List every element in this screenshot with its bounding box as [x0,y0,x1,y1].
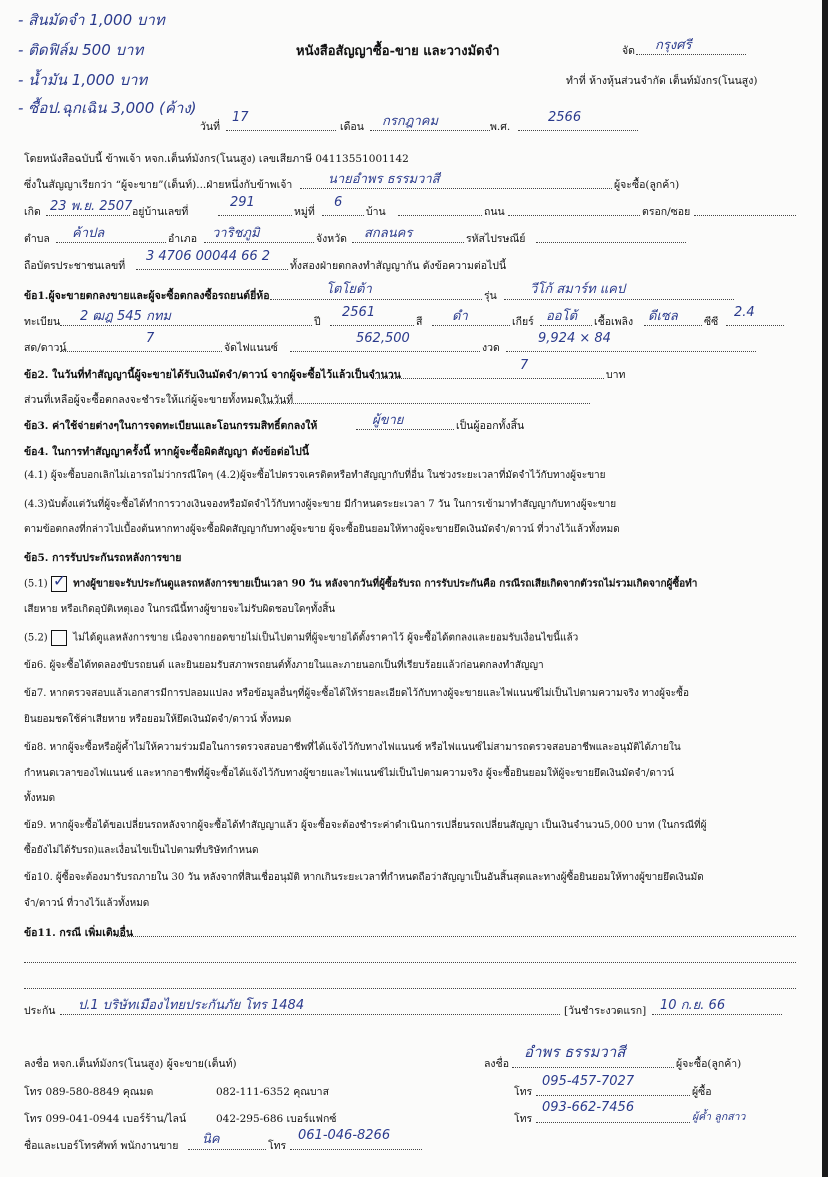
baht-label: บาท [606,369,626,381]
year-label: พ.ศ. [490,121,511,133]
road-label: ถนน [484,206,505,218]
clause10b: จำ/ดาวน์ ที่วางไว้แล้วทั้งหมด [24,898,150,909]
clause9b: ซื้อยังไม่ได้รับรถ)และเงื่อนไขเป็นไปตามที่บริษัทกำหนด [24,845,259,856]
id-card-label: ถือบัตรประชาชนเลขที่ [24,260,126,272]
tambon-value: ค้าปล [72,226,105,241]
phone-4: 042-295-686 เบอร์แฟกซ์ [216,1113,337,1125]
clause3-value: ผู้ขาย [372,413,404,428]
buyer-label: ซึ่งในสัญญาเรียกว่า “ผู้จะขาย”(เต็นท์)...ฝ่ายหนึ่งกับข้าพเจ้า [24,179,293,191]
day-label: วันที่ [200,121,220,133]
plate-value: 2 ฒฎ 545 กทม [80,309,171,324]
scan-edge [822,0,828,1177]
first-due-label: [วันชำระงวดแรก] [564,1005,647,1017]
fuel-label: เชื้อเพลิง [594,316,634,328]
year-value: 2566 [548,110,582,125]
warranty-checkbox-1[interactable] [51,571,67,592]
clause8c: ทั้งหมด [24,793,56,804]
salesperson-tel: 061-046-8266 [298,1128,391,1143]
house-no-value: 291 [230,195,255,210]
born-label: เกิด [24,206,41,218]
year-model-value: 2561 [342,305,376,320]
buyer-sign-label: ลงชื่อ [484,1058,509,1070]
buyer-tel-owner-1: ผู้ซื้อ [692,1086,712,1098]
gear-value: ออโต้ [546,309,578,324]
clause2-label: ข้อ2. ในวันที่ทำสัญญานี้ผู้จะขายได้รับเงินมัดจำ/ดาวน์ จากผู้จะซื้อไว้แล้วเป็นจำนวน [24,369,401,381]
deposit-value: 7 [520,358,529,373]
clause5-1 [24,571,698,592]
tambon-label: ตำบล [24,233,50,245]
clause7b: ยินยอมชดใช้ค่าเสียหาย หรือยอมให้ยึดเงินมัดจำ/ดาวน์ ทั้งหมด [24,714,292,725]
buyer-signature: อำพร ธรรมวาสี [524,1043,626,1061]
note-2: - ติดฟิล์ม 500 บาท [18,41,144,59]
cc-label: ซีซี [704,316,719,328]
clause3-suffix: เป็นผู้ออกทั้งสิ้น [456,420,525,432]
clause5-1-text: ทางผู้ขายจะรับประกันดูแลรถหลังการขายเป็นเวลา 90 วัน หลังจากวันที่ผู้ซื้อรับรถ การรับประกันคือ กรณีรถเสียเกิดจากตัวรถไม่รวมเกิดจากผู้ซื้อทำ [73,578,698,590]
made-at-value: กรุงศรี [655,38,692,53]
village-label: บ้าน [366,206,386,218]
id-card-suffix: ทั้งสองฝ่ายตกลงทำสัญญากัน ดังข้อความต่อไปนี้ [290,260,507,272]
clause1-label: ข้อ1.ผู้จะขายตกลงขายและผู้จะซื้อตกลงซื้อรถยนต์ยี่ห้อ [24,290,270,302]
clause5-label: ข้อ5. การรับประกันรถหลังการขาย [24,552,182,564]
car-model: วีโก้ สมาร์ท แคป [530,282,626,297]
color-label: สี [416,316,423,328]
clause4-1: (4.1) ผู้จะซื้อบอกเลิกไม่เอารถไม่ว่ากรณีใดๆ (4.2)ผู้จะซื้อไปตรวจเครดิตหรือทำสัญญากับที่อื่น ในช่วงระยะเวลาที่มัดจำไว้กับทางผู้จะขาย [24,470,606,481]
buyer-sign-suffix: ผู้จะซื้อ(ลูกค้า) [676,1058,742,1070]
clause5-2-text: ไม่ได้ดูแลหลังการขาย เนื่องจากยอดขายไม่เป็นไปตามที่ผู้จะขายได้ตั้งราคาไว้ ผู้จะซื้อได้ตกลงและยอมรับเงื่อนไขนี้แล้ว [73,632,579,644]
house-no-label: อยู่บ้านเลขที่ [132,206,189,218]
clause3-label: ข้อ3. ค่าใช้จ่ายต่างๆในการจดทะเบียนและโอนกรรมสิทธิ์ตกลงให้ [24,420,318,432]
clause4-3b: ตามข้อตกลงที่กล่าวไปเบื้องต้นหากทางผู้จะซื้อผิดสัญญากับทางผู้จะขาย ผู้จะซื้อยินยอมให้ทางผู้จะขายยึดเงินมัดจำ/ดาวน์ ที่วางไว้แล้วทั้งหมด [24,524,620,535]
check-mark-icon: ✓ [52,571,67,590]
soi-label: ตรอก/ซอย [642,206,691,218]
fuel-value: ดีเซล [648,309,678,324]
note-3: - น้ำมัน 1,000 บาท [18,71,148,89]
clause4-3a: (4.3)นับตั้งแต่วันที่ผู้จะซื้อได้ทำการวางเงินจองหรือมัดจำไว้กับทางผู้จะขาย มีกำหนดระยะเวลา 7 วัน ในการเข้ามาทำสัญญากับทางผู้จะขาย [24,499,617,510]
down-value: 7 [146,331,155,346]
first-due-value: 10 ก.ย. 66 [660,998,726,1013]
document-title: หนังสือสัญญาซื้อ-ขาย และวางมัดจำ [296,44,500,59]
warranty-checkbox-2[interactable] [51,630,67,646]
remaining-label: ส่วนที่เหลือผู้จะซื้อตกลงจะชำระให้แก่ผู้จะขายทั้งหมดในวันที่ [24,394,294,406]
clause8a: ข้อ8. หากผู้จะซื้อหรือผู้ค้ำไม่ให้ความร่วมมือในการตรวจสอบอาชีพที่ได้แจ้งไว้กับทางไฟแนนซ์ หรือไฟแนนซ์ไม่สามารถตรวจสอบอาชีพและอนุมัติได้ภายใน [24,742,681,753]
intro-line: โดยหนังสือฉบับนี้ ข้าพเจ้า หจก.เต็นท์มังกร(โนนสูง) เลขเสียภาษี 04113551001142 [24,153,409,165]
model-label: รุ่น [484,290,497,302]
id-card-value: 3 4706 00044 66 2 [146,249,271,264]
amphoe-label: อำเภอ [168,233,198,245]
insurance-label: ประกัน [24,1005,56,1017]
salesperson-name: นิค [202,1132,220,1147]
clause5-2-num: (5.2) [24,632,48,644]
buyer-tel-2: 093-662-7456 [542,1100,635,1115]
clause7a: ข้อ7. หากตรวจสอบแล้วเอกสารมีการปลอมแปลง หรือข้อมูลอื่นๆที่ผู้จะซื้อได้ให้รายละเอียดไว้กับทางผู้จะขายและไฟแนนซ์ไม่เป็นไปตามความจริง ทางผู้จะซื้อ [24,688,689,699]
province-value: สกลนคร [364,226,413,241]
buyer-tel-1: 095-457-7027 [542,1074,635,1089]
salesperson-label: ชื่อและเบอร์โทรศัพท์ พนักงานขาย [24,1140,179,1152]
buyer-tel-label-2: โทร [514,1113,533,1125]
postcode-label: รหัสไปรษณีย์ [466,233,526,245]
clause5-2 [24,630,578,646]
year-model-label: ปี [314,316,321,328]
buyer-suffix: ผู้จะซื้อ(ลูกค้า) [614,179,680,191]
clause5-1-num: (5.1) [24,578,48,590]
buyer-tel-label-1: โทร [514,1086,533,1098]
finance-label: จัดไฟแนนซ์ [224,342,278,354]
phone-3: โทร 099-041-0944 เบอร์ร้าน/ไลน์ [24,1113,187,1125]
seller-sign: ลงชื่อ หจก.เต็นท์มังกร(โนนสูง) ผู้จะขาย(เต็นท์) [24,1058,237,1070]
plate-label: ทะเบียน [24,316,61,328]
moo-label: หมู่ที่ [294,206,315,218]
month-label: เดือน [340,121,364,133]
buyer-name: นายอำพร ธรรมวาสี [328,172,440,187]
clause8b: กำหนดเวลาของไฟแนนซ์ และหากอาชีพที่ผู้จะซื้อได้แจ้งไว้กับทางผู้ขายและไฟแนนซ์ไม่เป็นไปตามความจริง ผู้จะซื้อยินยอมให้ผู้จะขายยึดเงินมัดจำ/ดาวน์ [24,768,674,779]
note-1: - สินมัดจำ 1,000 บาท [18,11,165,29]
down-label: สด/ดาวน์ [24,342,67,354]
installment-value: 9,924 × 84 [538,331,611,346]
note-4: - ซื้อป.ฉุกเฉิน 3,000 (ค้าง) [18,99,197,117]
day-value: 17 [232,110,249,125]
color-value: ดำ [452,309,468,324]
clause10a: ข้อ10. ผู้ซื้อจะต้องมารับรถภายใน 30 วัน หลังจากที่สินเชื่ออนุมัติ หากเกินระยะเวลาที่กำหนดถือว่าสัญญาเป็นอันสิ้นสุดและทางผู้ซื้อยินยอมให้ทางผู้ขายยึดเงินมัด [24,872,704,883]
insurance-value: ป.1 บริษัทเมืองไทยประกันภัย โทร 1484 [78,998,305,1013]
made-at-label: จัด [622,45,635,57]
clause4-label: ข้อ4. ในการทำสัญญาครั้งนี้ หากผู้จะซื้อผิดสัญญา ดังข้อต่อไปนี้ [24,446,309,458]
clause5-1b: เสียหาย หรือเกิดอุบัติเหตุเอง ในกรณีนี้ทางผู้ขายจะไม่รับผิดชอบใดๆทั้งสิ้น [24,604,336,615]
car-brand: โตโยต้า [326,282,372,297]
amphoe-value: วาริชภูมิ [212,226,260,241]
province-label: จังหวัด [316,233,347,245]
born-value: 23 พ.ย. 2507 [50,199,133,214]
finance-value: 562,500 [356,331,410,346]
gear-label: เกียร์ [512,316,534,328]
buyer-tel-owner-2: ผู้ค้ำ ลูกสาว [692,1111,746,1123]
clause11-label: ข้อ11. กรณี เพิ่มเติมอื่น [24,927,134,939]
salesperson-tel-label: โทร [268,1140,287,1152]
moo-value: 6 [334,195,343,210]
month-value: กรกฎาคม [382,114,439,129]
installment-label: งวด [482,342,500,354]
clause9a: ข้อ9. หากผู้จะซื้อได้ขอเปลี่ยนรถหลังจากผู้จะซื้อได้ทำสัญญาแล้ว ผู้จะซื้อจะต้องชำระค่าดำเนินการเปลี่ยนรถเปลี่ยนสัญญา เป็นเงินจำนวน5,000 บาท (ในกรณีที่ผู้ [24,820,707,831]
phone-1: โทร 089-580-8849 คุณมด [24,1086,154,1098]
cc-value: 2.4 [734,305,755,320]
made-at-place: ทำที่ ห้างหุ้นส่วนจำกัด เต็นท์มังกร(โนนสูง) [566,75,758,87]
clause6: ข้อ6. ผู้จะซื้อได้ทดลองขับรถยนต์ และยินยอมรับสภาพรถยนต์ทั้งภายในและภายนอกเป็นที่เรียบร้อยแล้วก่อนตกลงทำสัญญา [24,660,544,671]
phone-2: 082-111-6352 คุณบาส [216,1086,329,1098]
